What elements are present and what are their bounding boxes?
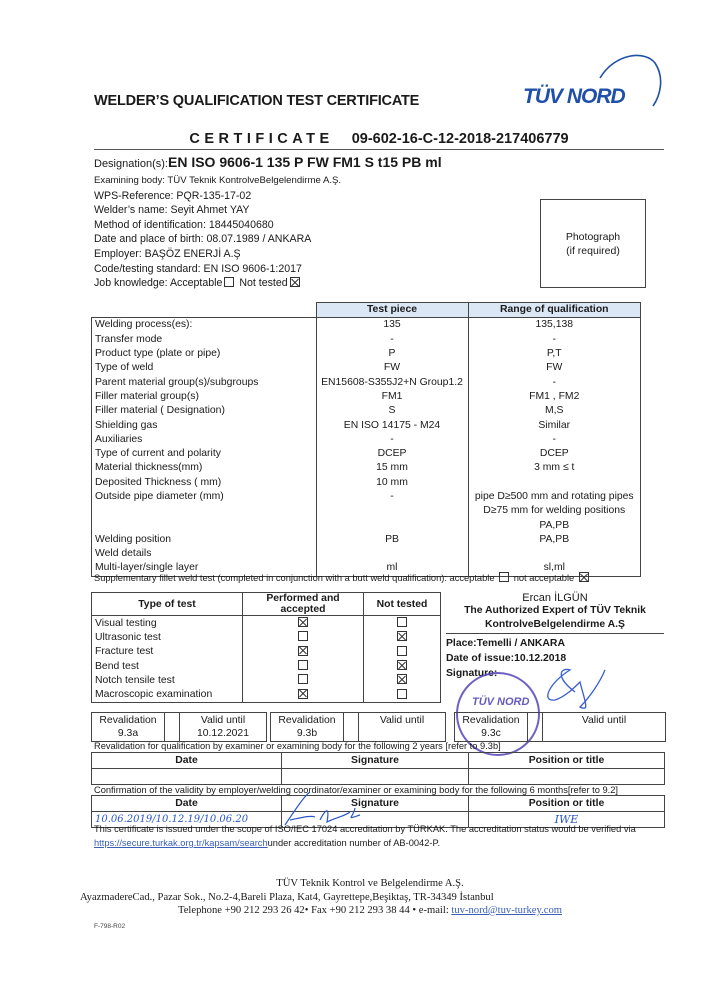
certificate-number-line [94, 131, 664, 150]
confirmation-table: Date Signature Position or title 10.06.2019/10.12.19/10.06.20 IWE [91, 795, 665, 828]
footer [80, 877, 660, 918]
issue-place: Place:Temelli / ANKARA [446, 638, 565, 649]
row-label: Filler material group(s) [92, 390, 317, 404]
footer-company: TÜV Teknik Kontrol ve Belgelendirme A.Ş. [276, 878, 464, 889]
certificate-number: 09-602-16-C-12-2018-217406779 [351, 131, 569, 147]
test-type: Bend test [92, 659, 243, 673]
footer-contact: Telephone +90 212 293 26 42• Fax +90 212 293 38 44 • e-mail: tuv-nord@tuv-turkey.com [177, 905, 562, 916]
qualification-row [92, 375, 641, 389]
qualification-row [92, 318, 641, 333]
range-value [468, 476, 641, 490]
row-label: Filler material ( Designation) [92, 404, 317, 418]
test-piece-value [316, 518, 468, 532]
row-label: Deposited Thickness ( mm) [92, 476, 317, 490]
test-row [92, 645, 441, 659]
row-label: Outside pipe diameter (mm) [92, 490, 317, 504]
examining-body: Examining body: TÜV Teknik KontrolveBelgelendirme A.Ş. [94, 175, 342, 186]
not-tested-checkbox[interactable] [397, 660, 407, 670]
row-label [92, 518, 317, 532]
row-label [92, 504, 317, 518]
date-place-birth: Date and place of birth: 08.07.1989 / ANKARA [94, 233, 312, 246]
not-tested-checkbox[interactable] [397, 617, 407, 627]
expert-title: The Authorized Expert of TÜV Teknik KontrolveBelgelendirme A.Ş [446, 604, 664, 634]
test-piece-value: FM1 [316, 390, 468, 404]
test-piece-value: DCEP [316, 447, 468, 461]
tuv-nord-logo: TÜV NORD [505, 48, 665, 116]
performed-checkbox[interactable] [298, 674, 308, 684]
qualification-row [92, 347, 641, 361]
test-type: Fracture test [92, 645, 243, 659]
supplementary-fillet-weld: Supplementary fillet weld test (completed in conjunction with a butt weld qualification): acceptable not acceptable [94, 572, 591, 583]
test-piece-value: EN15608-S355J2+N Group1.2 [316, 375, 468, 389]
row-label: Type of current and polarity [92, 447, 317, 461]
range-value: DCEP [468, 447, 641, 461]
qualification-row [92, 533, 641, 547]
performed-checkbox[interactable] [298, 660, 308, 670]
expert-name: Ercan İLGÜN [522, 592, 588, 604]
test-type: Macroscopic examination [92, 687, 243, 702]
test-piece-value [316, 547, 468, 561]
range-value: - [468, 433, 641, 447]
test-type: Ultrasonic test [92, 630, 243, 644]
qualification-row [92, 504, 641, 518]
test-piece-value: - [316, 333, 468, 347]
range-value: - [468, 375, 641, 389]
test-row [92, 616, 441, 631]
signature-label: Signature: [446, 668, 498, 679]
confirmation-date[interactable]: 10.06.2019/10.12.19/10.06.20 [92, 812, 282, 828]
range-value: 135,138 [468, 318, 641, 333]
col-test-piece: Test piece [316, 303, 468, 318]
range-value: sl,ml [468, 561, 641, 576]
test-piece-value: 15 mm [316, 461, 468, 475]
revalidation-note: Revalidation for qualification by examiner or examining body for the following 2 years [refer to 9.3b] [94, 741, 501, 751]
test-piece-value: 135 [316, 318, 468, 333]
performed-checkbox[interactable] [298, 689, 308, 699]
footer-address: AyazmadereCad., Pazar Sok., No.2-4,Bareli Plaza, Kat4, Gayrettepe,Beşiktaş, TR-34349 İstanbul [80, 891, 494, 903]
col-not-tested: Not tested [364, 593, 441, 616]
range-value: PA,PB [468, 533, 641, 547]
col-performed: Performed and accepted [243, 593, 364, 616]
revalidation-9-3a: Revalidation 9.3a Valid until 10.12.2021 [91, 712, 267, 742]
supp-not-acceptable-checkbox[interactable] [579, 572, 589, 582]
date-of-issue: Date of issue:10.12.2018 [446, 653, 567, 664]
supp-acceptable-checkbox[interactable] [499, 572, 509, 582]
qualification-row [92, 361, 641, 375]
col-type-of-test: Type of test [92, 593, 243, 616]
method-of-identification: Method of identification: 18445040680 [94, 218, 274, 231]
test-piece-value: - [316, 490, 468, 504]
revalidation-9-3c: Revalidation 9.3c Valid until [454, 712, 666, 742]
test-piece-value: FW [316, 361, 468, 375]
not-tested-checkbox[interactable] [397, 689, 407, 699]
performed-checkbox[interactable] [298, 617, 308, 627]
footer-email-link[interactable]: tuv-nord@tuv-turkey.com [451, 905, 562, 916]
turkak-link[interactable]: https://secure.turkak.org.tr/kapsam/search [94, 838, 268, 848]
not-tested-checkbox[interactable] [397, 631, 407, 641]
qualification-row [92, 447, 641, 461]
row-label: Welding position [92, 533, 317, 547]
row-label: Material thickness(mm) [92, 461, 317, 475]
range-value: Similar [468, 418, 641, 432]
range-value: P,T [468, 347, 641, 361]
row-label: Parent material group(s)/subgroups [92, 375, 317, 389]
row-label: Type of weld [92, 361, 317, 375]
test-row [92, 630, 441, 644]
test-type: Notch tensile test [92, 673, 243, 687]
form-code: F-798-R02 [94, 923, 126, 930]
confirmation-position[interactable]: IWE [469, 812, 665, 828]
performed-checkbox[interactable] [298, 631, 308, 641]
qualification-table [91, 302, 641, 577]
test-piece-value: EN ISO 14175 - M24 [316, 418, 468, 432]
document-title: WELDER’S QUALIFICATION TEST CERTIFICATE [94, 93, 420, 109]
not-tested-checkbox[interactable] [397, 646, 407, 656]
qualification-row [92, 518, 641, 532]
row-label: Transfer mode [92, 333, 317, 347]
tests-table [91, 592, 441, 703]
range-value: D≥75 mm for welding positions [468, 504, 641, 518]
test-piece-value: 10 mm [316, 476, 468, 490]
test-piece-value: ml [316, 561, 468, 576]
test-piece-value [316, 504, 468, 518]
confirmation-note: Confirmation of the validity by employer/welding coordinator/examiner or examining body for the following 6 months[refer to 9.2] [94, 785, 618, 795]
qualification-row [92, 490, 641, 504]
test-type: Visual testing [92, 616, 243, 631]
test-piece-value: PB [316, 533, 468, 547]
code-standard: Code/testing standard: EN ISO 9606-1:2017 [94, 262, 302, 275]
test-row [92, 659, 441, 673]
test-row [92, 673, 441, 687]
qualification-row [92, 433, 641, 447]
range-value [468, 547, 641, 561]
test-row [92, 687, 441, 702]
qualification-row [92, 404, 641, 418]
employer: Employer: BAŞÖZ ENERJİ A.Ş [94, 247, 241, 260]
row-label: Auxiliaries [92, 433, 317, 447]
reval-signature-cell[interactable] [282, 769, 469, 785]
not-tested-checkbox[interactable] [290, 277, 300, 287]
designation: Designation(s):EN ISO 9606-1 135 P FW FM1 S t15 PB ml [94, 154, 442, 170]
reval-date-cell[interactable] [92, 769, 282, 785]
job-knowledge: Job knowledge: Acceptable Not tested [94, 276, 341, 291]
wps-reference: WPS-Reference: PQR-135-17-02 [94, 189, 252, 202]
range-value: pipe D≥500 mm and rotating pipes [468, 490, 641, 504]
revalidation-9-3b: Revalidation 9.3b Valid until [270, 712, 446, 742]
test-piece-value: - [316, 433, 468, 447]
revalidation-signature-table: Date Signature Position or title [91, 752, 665, 785]
certificate-label: CERTIFICATE [189, 131, 334, 147]
range-value: FW [468, 361, 641, 375]
qualification-row [92, 390, 641, 404]
row-label: Welding process(es): [92, 318, 317, 333]
row-label: Multi-layer/single layer [92, 561, 317, 576]
range-value: FM1 , FM2 [468, 390, 641, 404]
test-piece-value: P [316, 347, 468, 361]
accreditation-scope: This certificate is issued under the scope of ISO/IEC 17024 accreditation by TÜRKAK. The accreditation status would be verified via https://secure.turkak.org.tr/kapsam/searchunder accreditation number of AB-0042-P. [94, 824, 636, 848]
welder-info [94, 174, 341, 291]
row-label: Shielding gas [92, 418, 317, 432]
range-value: - [468, 333, 641, 347]
official-stamp: TÜV NORD [456, 672, 540, 756]
acceptable-checkbox[interactable] [224, 277, 234, 287]
reval-position-cell[interactable] [469, 769, 665, 785]
range-value: PA,PB [468, 518, 641, 532]
qualification-row [92, 333, 641, 347]
photograph-box: Photograph (if required) [540, 199, 646, 288]
col-range: Range of qualification [468, 303, 641, 318]
not-tested-checkbox[interactable] [397, 674, 407, 684]
performed-checkbox[interactable] [298, 646, 308, 656]
qualification-row [92, 461, 641, 475]
designation-value: EN ISO 9606-1 135 P FW FM1 S t15 PB ml [167, 154, 442, 170]
qualification-row [92, 418, 641, 432]
range-value: M,S [468, 404, 641, 418]
qualification-row [92, 547, 641, 561]
row-label: Product type (plate or pipe) [92, 347, 317, 361]
welder-name: Welder’s name: Seyit Ahmet YAY [94, 204, 250, 217]
qualification-row [92, 476, 641, 490]
range-value: 3 mm ≤ t [468, 461, 641, 475]
row-label: Weld details [92, 547, 317, 561]
test-piece-value: S [316, 404, 468, 418]
